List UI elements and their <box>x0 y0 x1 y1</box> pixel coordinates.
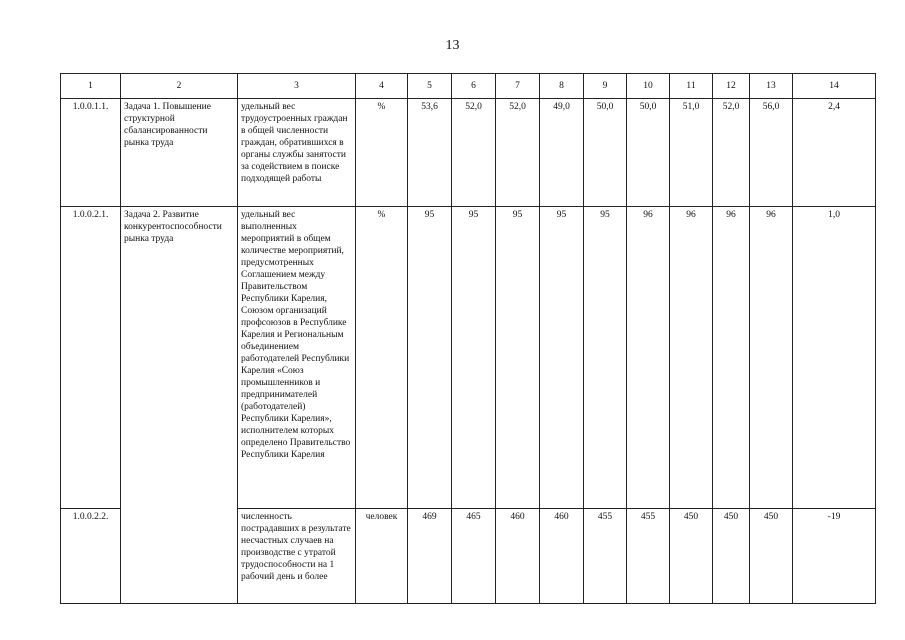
change-cell: 2,4 <box>793 99 876 207</box>
value-cell: 450 <box>750 509 793 604</box>
indicators-table <box>60 73 876 604</box>
task-name: Задача 1. Повышение структурной сбалансированности рынка труда <box>121 99 238 207</box>
value-cell: 460 <box>540 509 584 604</box>
value-cell: 50,0 <box>627 99 670 207</box>
value-cell: 455 <box>627 509 670 604</box>
indicator-description: удельный вес трудоустроенных граждан в общей численности граждан, обратившихся в органы службы занятости за содействием в поиске подходящей работы <box>238 99 356 207</box>
unit-cell: человек <box>356 509 408 604</box>
value-cell: 95 <box>540 207 584 509</box>
header-cell-4: 4 <box>356 74 408 99</box>
indicator-code: 1.0.0.2.1. <box>61 207 121 509</box>
header-cell-13: 13 <box>750 74 793 99</box>
header-cell-3: 3 <box>238 74 356 99</box>
header-cell-6: 6 <box>452 74 496 99</box>
value-cell: 56,0 <box>750 99 793 207</box>
value-cell: 96 <box>670 207 713 509</box>
value-cell: 95 <box>496 207 540 509</box>
value-cell: 51,0 <box>670 99 713 207</box>
value-cell: 469 <box>408 509 452 604</box>
header-row <box>61 74 876 99</box>
value-cell: 96 <box>713 207 750 509</box>
table-row <box>61 207 876 509</box>
value-cell: 95 <box>408 207 452 509</box>
header-cell-9: 9 <box>584 74 627 99</box>
indicator-description: удельный вес выполненных мероприятий в общем количестве мероприятий, предусмотренных Соглашением между Правительством Республики Карелия, Союзом организаций профсоюзов в Республике Карелия и Региональным объединением работодателей Республики Карелия «Союз промышленников и предпринимателей (работодателей) Республики Карелия», исполнителем которых определено Правительство Республики Карелия <box>238 207 356 509</box>
value-cell: 450 <box>670 509 713 604</box>
indicator-code: 1.0.0.2.2. <box>61 509 121 604</box>
indicator-code: 1.0.0.1.1. <box>61 99 121 207</box>
value-cell: 53,6 <box>408 99 452 207</box>
table-row <box>61 99 876 207</box>
value-cell: 460 <box>496 509 540 604</box>
unit-cell: % <box>356 99 408 207</box>
header-cell-1: 1 <box>61 74 121 99</box>
value-cell: 52,0 <box>452 99 496 207</box>
page-number: 13 <box>445 38 460 53</box>
header-cell-10: 10 <box>627 74 670 99</box>
value-cell: 96 <box>627 207 670 509</box>
header-cell-12: 12 <box>713 74 750 99</box>
header-cell-11: 11 <box>670 74 713 99</box>
value-cell: 450 <box>713 509 750 604</box>
unit-cell: % <box>356 207 408 509</box>
header-cell-5: 5 <box>408 74 452 99</box>
task-name: Задача 2. Развитие конкурентоспособности рынка труда <box>121 207 238 604</box>
header-cell-2: 2 <box>121 74 238 99</box>
value-cell: 96 <box>750 207 793 509</box>
value-cell: 50,0 <box>584 99 627 207</box>
value-cell: 465 <box>452 509 496 604</box>
header-cell-14: 14 <box>793 74 876 99</box>
value-cell: 455 <box>584 509 627 604</box>
header-cell-7: 7 <box>496 74 540 99</box>
value-cell: 95 <box>584 207 627 509</box>
change-cell: 1,0 <box>793 207 876 509</box>
value-cell: 95 <box>452 207 496 509</box>
value-cell: 49,0 <box>540 99 584 207</box>
value-cell: 52,0 <box>496 99 540 207</box>
indicator-description: численность пострадавших в результате несчастных случаев на производстве с утратой трудоспособности на 1 рабочий день и более <box>238 509 356 604</box>
change-cell: -19 <box>793 509 876 604</box>
value-cell: 52,0 <box>713 99 750 207</box>
header-cell-8: 8 <box>540 74 584 99</box>
